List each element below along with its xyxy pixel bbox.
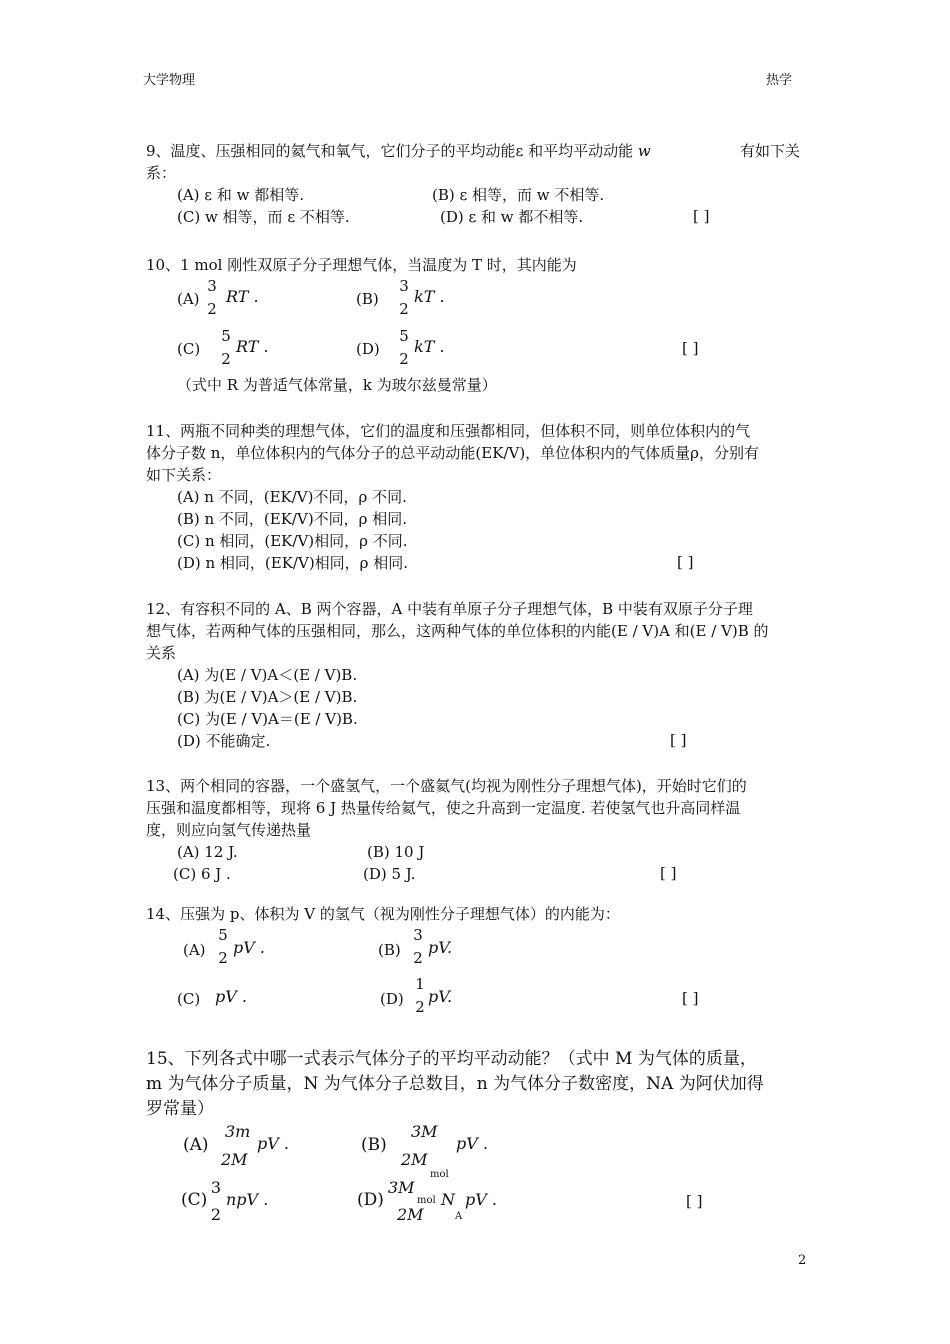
header-course: 大学物理 [143,73,196,88]
q14-d-numerator: 1 [415,975,425,993]
q13-answer-bracket: [ ] [660,864,677,882]
q13-stem-line2: 压强和温度都相等，现将 6 J 热量传给氦气，使之升高到一定温度. 若使氢气也升高同样温 [146,799,741,817]
q9-stem-tail: 有如下关 [740,142,801,160]
q10-d-expression: kT . [414,337,445,356]
q14-b-denominator: 2 [413,949,423,967]
q14-b-label: (B) [378,941,401,959]
q13-option-a: (A) 12 J. [177,843,238,861]
q15-stem-line1: 15、下列各式中哪一式表示气体分子的平均平动动能？（式中 M 为气体的质量， [146,1049,757,1069]
q11-option-c: (C) n 相同，(EK/V)相同，ρ 不同. [177,532,408,550]
q10-a-expression: RT . [226,287,259,306]
q15-c-expression: npV . [226,1190,269,1209]
q9-answer-bracket: [ ] [693,207,710,225]
q13-option-b: (B) 10 J [367,843,425,861]
q15-d-n-subscript: A [455,1211,463,1222]
q15-b-denominator: 2M [401,1150,428,1169]
q15-a-label: (A) [183,1135,209,1155]
q15-b-subscript: mol [430,1169,449,1180]
q10-answer-bracket: [ ] [682,339,699,357]
q10-c-denominator: 2 [221,350,231,368]
q15-a-denominator: 2M [221,1150,248,1169]
q10-note: （式中 R 为普适气体常量，k 为玻尔兹曼常量） [177,376,497,394]
q12-stem-line2: 想气体，若两种气体的压强相同，那么，这两种气体的单位体积的内能(E / V)A 和(E / V)B 的 [146,622,769,640]
q9-stem-text: 9、温度、压强相同的氦气和氧气，它们分子的平均动能 [146,142,516,160]
q14-c-expression: pV . [215,987,247,1006]
q9-option-a: (A) ε 和 w 都相等. [177,186,304,204]
page-number: 2 [798,1253,807,1268]
q10-b-denominator: 2 [399,300,409,318]
q10-c-expression: RT . [236,337,269,356]
q15-b-expression: pV . [456,1134,488,1153]
q15-d-numerator: 3M [388,1178,415,1197]
q10-d-denominator: 2 [399,350,409,368]
header-topic: 热学 [766,73,793,88]
q15-b-numerator: 3M [411,1122,438,1141]
q15-d-numerator-subscript: mol [417,1195,436,1206]
q11-stem-line1: 11、两瓶不同种类的理想气体，它们的温度和压强都相同，但体积不同，则单位体积内的气 [146,422,751,440]
q14-d-denominator: 2 [415,998,425,1016]
q15-c-denominator: 2 [210,1205,222,1224]
q14-answer-bracket: [ ] [682,989,699,1007]
q15-a-expression: pV . [257,1134,289,1153]
q10-d-numerator: 5 [399,327,409,345]
q15-d-expression: pV . [465,1190,497,1209]
q14-a-expression: pV . [233,938,265,957]
q11-stem-line2: 体分子数 n，单位体积内的气体分子的总平动动能(EK/V)，单位体积内的气体质量ρ，分别有 [146,444,759,462]
q11-option-b: (B) n 不同，(EK/V)不同，ρ 相同. [177,510,408,528]
q15-stem-line3: 罗常量） [146,1099,214,1119]
q11-answer-bracket: [ ] [677,553,694,571]
q9-stem-line1 [146,142,651,160]
q11-stem-line3: 如下关系： [146,466,222,484]
q10-b-expression: kT . [414,287,445,306]
q10-a-label: (A) [177,290,200,308]
q14-d-expression: pV. [428,987,453,1006]
q12-stem-line3: 关系 [146,644,177,662]
q10-b-numerator: 3 [399,277,409,295]
q15-c-label: (C) [181,1190,208,1210]
q14-b-numerator: 3 [413,926,423,944]
q10-c-numerator: 5 [221,327,231,345]
q10-a-numerator: 3 [207,277,217,295]
q14-b-expression: pV. [428,938,453,957]
q10-a-denominator: 2 [207,300,217,318]
q11-option-a: (A) n 不同，(EK/V)不同，ρ 不同. [177,488,407,506]
q9-option-c: (C) w 相等，而 ε 不相等. [177,208,350,226]
q14-a-numerator: 5 [218,926,228,944]
q13-option-d: (D) 5 J. [363,865,416,883]
q10-b-label: (B) [356,290,379,308]
q15-d-n: N [441,1190,455,1209]
q12-option-a: (A) 为(E / V)A＜(E / V)B. [177,666,358,684]
q15-b-label: (B) [361,1135,387,1155]
q15-c-numerator: 3 [210,1178,222,1197]
q9-epsilon: ε [515,142,524,160]
q15-d-denominator: 2M [397,1205,424,1224]
q9-option-d: (D) ε 和 w 都不相等. [440,208,584,226]
q9-w: w [637,142,651,160]
q9-stem-mid: 和平均平动动能 [523,142,638,160]
q10-d-label: (D) [356,340,380,358]
q11-option-d: (D) n 相同，(EK/V)相同，ρ 相同. [177,554,409,572]
q12-option-b: (B) 为(E / V)A＞(E / V)B. [177,688,358,706]
q9-stem-line2: 系： [146,164,177,182]
q15-answer-bracket: [ ] [686,1192,703,1210]
q15-d-label: (D) [357,1190,384,1210]
q10-c-label: (C) [177,340,201,358]
q9-option-b: (B) ε 相等，而 w 不相等. [432,186,605,204]
q14-a-denominator: 2 [218,949,228,967]
q12-option-c: (C) 为(E / V)A＝(E / V)B. [177,710,358,728]
q15-a-numerator: 3m [225,1122,251,1141]
q14-d-label: (D) [380,990,404,1008]
q13-stem-line3: 度，则应向氢气传递热量 [146,821,312,839]
q14-stem: 14、压强为 p、体积为 V 的氢气（视为刚性分子理想气体）的内能为： [146,905,620,923]
q12-option-d: (D) 不能确定. [177,732,271,750]
q14-c-label: (C) [177,990,201,1008]
q13-option-c: (C) 6 J . [173,865,231,883]
q12-answer-bracket: [ ] [670,731,687,749]
q15-stem-line2: m 为气体分子质量，N 为气体分子总数目，n 为气体分子数密度，NA 为阿伏加得 [146,1074,764,1094]
q14-a-label: (A) [183,941,206,959]
q13-stem-line1: 13、两个相同的容器，一个盛氢气，一个盛氦气(均视为刚性分子理想气体)，开始时它们的 [146,777,747,795]
q12-stem-line1: 12、有容积不同的 A、B 两个容器，A 中装有单原子分子理想气体，B 中装有双原子分子理 [146,600,753,618]
q10-stem: 10、1 mol 刚性双原子分子理想气体，当温度为 T 时，其内能为 [146,256,577,274]
